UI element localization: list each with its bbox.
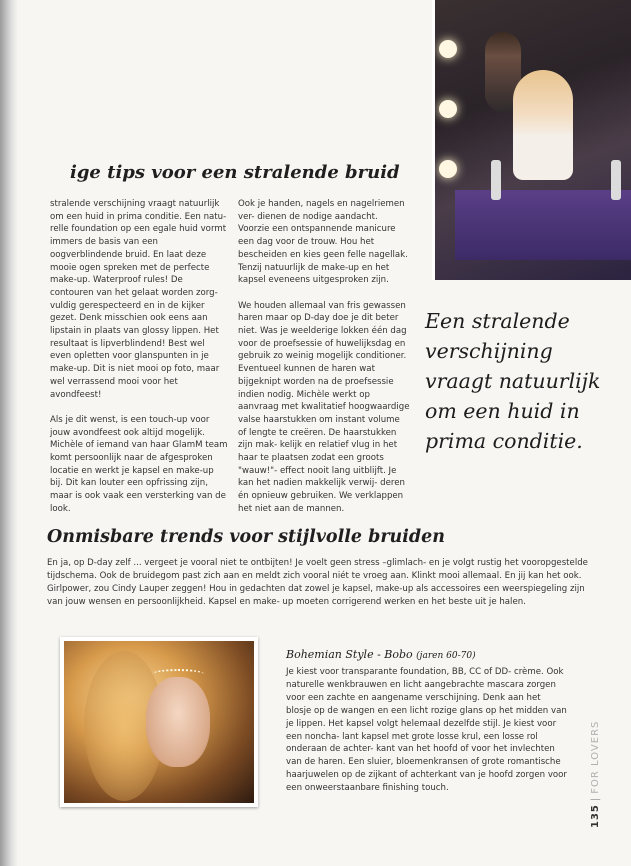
mirror-light <box>439 100 457 118</box>
bohemian-style-block <box>286 648 568 795</box>
binding-shadow <box>0 0 18 866</box>
bottle <box>491 160 501 200</box>
makeup-session-photo <box>432 0 631 280</box>
bride-figure <box>513 70 573 180</box>
text-column-2 <box>238 198 410 528</box>
style-body: Je kiest voor transparante foundation, BB, CC of DD- crème. Ook naturelle wenkbrauwen en licht aangebrachte mascara zorgen voor een zachte en aangename verschijning. Denk aan het blosje op de wangen en een licht rozige glans op het midden van je lippen. Het kapsel volgt helemaal dezelfde stijl. Je kiest voor een noncha- lant kapsel met grote losse krul, een losse rol onderaan de achter- kant van het hoofd of voor het invlechten van de haren. Een sluier, bloemenkransen of grote romantische haarjuwelen op de zijkant of achterkant van je hoofd zorgen voor een onweerstaanbare finishing touch. <box>286 667 567 794</box>
page-number: 135 <box>590 804 601 828</box>
mirror-light <box>439 160 457 178</box>
paragraph: Ook je handen, nagels en nagelriemen ver- dienen de nodige aandacht. Voorzie een ontspannende manicure een dag voor de trouw. Hou het bescheiden en kies geen felle nagellak. Tenzij natuurlijk de make-up en het kapsel eveneens uitgesproken zijn. <box>238 199 408 286</box>
makeup-table <box>455 190 631 260</box>
mirror-light <box>439 40 457 58</box>
text-column-1 <box>50 198 228 528</box>
paragraph: Als je dit wenst, is een touch-up voor jouw avondfeest ook altijd mogelijk. Michèle of iemand van haar GlamM team komt persoonlijk naar de afgesproken locatie en werkt je kapsel en make-up bij. Dit kan louter een opfrissing zijn, maar is ook vaak een versterking van de look. <box>50 414 228 514</box>
folio-separator: | <box>590 796 601 802</box>
tiara-icon <box>152 669 204 679</box>
style-era: (jaren 60-70) <box>416 651 476 661</box>
pull-quote: Een stralende verschijning vraagt natuurlijk om een huid in prima conditie. <box>425 309 601 453</box>
magazine-name: FOR LOVERS <box>590 720 601 794</box>
bride-portrait-photo <box>60 637 258 807</box>
trends-title: Onmisbare trends voor stijlvolle bruiden <box>47 527 446 547</box>
trends-intro: En ja, op D-day zelf ... vergeet je vooral niet te ontbijten! Je voelt geen stress –glimlach- en je volgt rustig het vooropgestelde tijdschema. Ook de bruidegom past zich aan en meldt zich vooral niét te vroeg aan. Klinkt mooi allemaal. En jij kan het ook. Girlpower, zou Cindy Lauper zeggen! Hou in gedachten dat zowel je kapsel, make-up als accessoires een weerspiegeling zijn van jouw wensen en persoonlijkheid. Kapsel en make- up moeten corrigerend werken en het beste uit je halen. <box>47 558 588 607</box>
face <box>146 677 210 767</box>
paragraph: stralende verschijning vraagt natuurlijk om een huid in prima conditie. Een natu- relle foundation op een egale huid vormt immers de basis van een oogverblindende bruid. En laat deze mooie ogen spreken met de perfecte make-up. Waterproof rules! De contouren van het gelaat worden zorg- vuldig gerespecteerd en in de kijker gezet. Denk misschien ook eens aan lipstain in plaats van glossy lippen. Het resultaat is lipverblindend! Best wel even opletten voor glanspunten in je make-up. Dit is niet mooi op foto, maar wel verrassend mooi voor het avondfeest! <box>50 199 227 400</box>
style-heading <box>286 648 568 663</box>
paragraph: We houden allemaal van fris gewassen haren maar op D-day doe je dit beter niet. Was je weelderige lokken één dag voor de proefsessie of huwelijksdag en gebruik zo weinig mogelijk conditioner. Eventueel kunnen de haren wat bijgeknipt worden na de proefsessie indien nodig. Michèle werkt op aanvraag met kwalitatief hoogwaardige valse haarstukken om instant volume of lengte te creëren. De haarstukken zijn mak- kelijk en relatief vlug in het haar te plaatsen zodat een groots "wauw!"- effect nooit lang uitblijft. Je kan het nadien makkelijk verwij- deren én opnieuw gebruiken. We verklappen het niet aan de mannen. <box>238 300 410 514</box>
page-folio <box>590 721 601 828</box>
article-title: ige tips voor een stralende bruid <box>70 162 400 183</box>
style-name: Bohemian Style - Bobo <box>286 648 413 661</box>
bottle <box>611 160 621 200</box>
